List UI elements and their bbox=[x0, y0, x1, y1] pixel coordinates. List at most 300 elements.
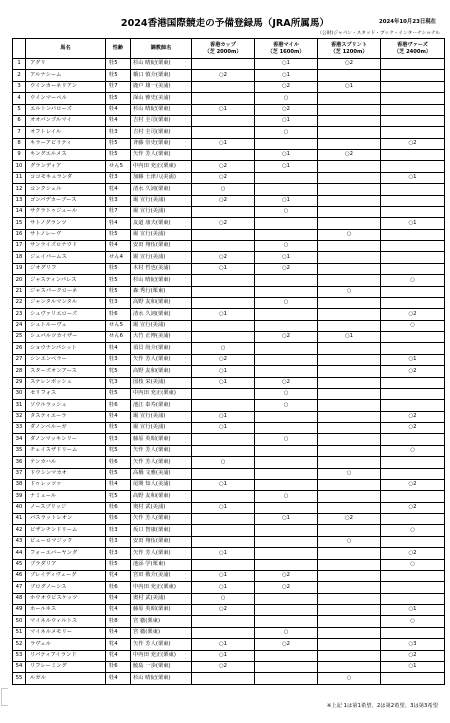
header-hk-mile-distance: （芝 1600m） bbox=[267, 48, 305, 55]
horse-name: コンクシェル bbox=[26, 184, 106, 195]
hk-vase-pref bbox=[381, 514, 445, 525]
hk-vase-pref bbox=[381, 468, 445, 479]
table-row bbox=[13, 115, 445, 126]
hk-sprint-pref bbox=[318, 263, 381, 274]
hk-vase-pref bbox=[381, 59, 445, 70]
trainer-name: 森 秀行(栗東) bbox=[131, 286, 192, 297]
hk-cup-pref: ○2 bbox=[192, 252, 255, 263]
hk-cup-pref bbox=[192, 434, 255, 445]
trainer-name: 池江 泰寿(栗東) bbox=[131, 400, 192, 411]
header-hk-sprint bbox=[318, 39, 381, 59]
horse-name: スターズオンアース bbox=[26, 366, 106, 377]
hk-mile-pref bbox=[255, 184, 318, 195]
table-row bbox=[13, 263, 445, 274]
sex-age: 牝5 bbox=[106, 491, 131, 502]
sex-age: 牡6 bbox=[106, 582, 131, 593]
hk-cup-pref: ○1 bbox=[192, 138, 255, 149]
hk-mile-pref: ○ bbox=[255, 627, 318, 638]
hk-sprint-pref bbox=[318, 161, 381, 172]
hk-mile-pref bbox=[255, 616, 318, 627]
hk-sprint-pref: ○1 bbox=[318, 332, 381, 343]
horse-name: ブレイディヴェーグ bbox=[26, 570, 106, 581]
trainer-name: 堀 宣行(美浦) bbox=[131, 411, 192, 422]
hk-sprint-pref bbox=[318, 479, 381, 490]
row-number: 52 bbox=[13, 639, 26, 650]
hk-cup-pref: ○ bbox=[192, 184, 255, 195]
hk-mile-pref bbox=[255, 172, 318, 183]
table-row bbox=[13, 434, 445, 445]
hk-cup-pref: ○2 bbox=[192, 218, 255, 229]
horse-name: セリフォス bbox=[26, 388, 106, 399]
row-number: 53 bbox=[13, 650, 26, 661]
row-number: 43 bbox=[13, 536, 26, 547]
table-row bbox=[13, 582, 445, 593]
hk-mile-pref bbox=[255, 650, 318, 661]
row-number: 8 bbox=[13, 138, 26, 149]
sex-age: 牝5 bbox=[106, 366, 131, 377]
horse-name: ウインマーベル bbox=[26, 93, 106, 104]
table-row bbox=[13, 570, 445, 581]
hk-cup-pref: ○1 bbox=[192, 650, 255, 661]
table-row bbox=[13, 184, 445, 195]
hk-cup-pref: ○2 bbox=[192, 661, 255, 672]
hk-vase-pref bbox=[381, 241, 445, 252]
hk-sprint-pref bbox=[318, 400, 381, 411]
table-row bbox=[13, 468, 445, 479]
hk-mile-pref bbox=[255, 320, 318, 331]
hk-sprint-pref: ○2 bbox=[318, 59, 381, 70]
hk-sprint-pref bbox=[318, 127, 381, 138]
trainer-name: 矢作 芳人(栗東) bbox=[131, 514, 192, 525]
row-number: 15 bbox=[13, 218, 26, 229]
row-number: 35 bbox=[13, 445, 26, 456]
hk-sprint-pref bbox=[318, 93, 381, 104]
hk-cup-pref: ○1 bbox=[192, 309, 255, 320]
hk-sprint-pref bbox=[318, 445, 381, 456]
hk-mile-pref bbox=[255, 559, 318, 570]
header-hk-vase-distance: （芝 2400m） bbox=[393, 48, 432, 55]
horse-name: ノースブリッジ bbox=[26, 502, 106, 513]
horse-name: ナミュール bbox=[26, 491, 106, 502]
horse-name: オフトレイル bbox=[26, 127, 106, 138]
trainer-name: 吉村 圭司(栗東) bbox=[131, 127, 192, 138]
table-row bbox=[13, 93, 445, 104]
hk-cup-pref: ○1 bbox=[192, 104, 255, 115]
table-row bbox=[13, 161, 445, 172]
hk-cup-pref bbox=[192, 332, 255, 343]
horse-name: ドウシンマカオ bbox=[26, 468, 106, 479]
hk-sprint-pref bbox=[318, 275, 381, 286]
hk-cup-pref: ○1 bbox=[192, 263, 255, 274]
hk-mile-pref bbox=[255, 661, 318, 672]
sex-age: せん4 bbox=[106, 252, 131, 263]
sex-age: 牡5 bbox=[106, 70, 131, 81]
hk-mile-pref: ○ bbox=[255, 434, 318, 445]
horse-name: テンカハル bbox=[26, 457, 106, 468]
hk-sprint-pref bbox=[318, 206, 381, 217]
hk-cup-pref bbox=[192, 514, 255, 525]
horse-name: シュヴァリエローズ bbox=[26, 309, 106, 320]
hk-vase-pref bbox=[381, 332, 445, 343]
table-row bbox=[13, 457, 445, 468]
hk-vase-pref: ○1 bbox=[381, 218, 445, 229]
trainer-name: 矢作 芳人(栗東) bbox=[131, 150, 192, 161]
row-number: 4 bbox=[13, 93, 26, 104]
trainer-name: 木村 哲也(美浦) bbox=[131, 263, 192, 274]
sex-age: 牡3 bbox=[106, 525, 131, 536]
hk-vase-pref bbox=[381, 252, 445, 263]
hk-cup-pref bbox=[192, 59, 255, 70]
horse-name: ココモキュランダ bbox=[26, 172, 106, 183]
hk-vase-pref: ○2 bbox=[381, 309, 445, 320]
hk-vase-pref: ○ bbox=[381, 275, 445, 286]
sex-age: 牡6 bbox=[106, 309, 131, 320]
sex-age: 牝3 bbox=[106, 377, 131, 388]
row-number: 48 bbox=[13, 593, 26, 604]
hk-sprint-pref bbox=[318, 502, 381, 513]
trainer-name: 藤原 英昭(栗東) bbox=[131, 605, 192, 616]
trainer-name: 友道 康夫(栗東) bbox=[131, 218, 192, 229]
hk-sprint-pref: ○2 bbox=[318, 150, 381, 161]
table-row bbox=[13, 639, 445, 650]
hk-cup-pref bbox=[192, 525, 255, 536]
header-hk-cup-distance: （芝 2000m） bbox=[204, 48, 242, 55]
row-number: 1 bbox=[13, 59, 26, 70]
horse-name: ステレンボッシュ bbox=[26, 377, 106, 388]
table-row bbox=[13, 593, 445, 604]
hk-cup-pref bbox=[192, 275, 255, 286]
hk-cup-pref bbox=[192, 559, 255, 570]
hk-vase-pref: ○3 bbox=[381, 639, 445, 650]
sex-age: 牡4 bbox=[106, 673, 131, 684]
sex-age: 牡6 bbox=[106, 661, 131, 672]
header-hk-mile-name: 香港マイル bbox=[273, 41, 299, 48]
hk-mile-pref: ○2 bbox=[255, 582, 318, 593]
page-title: 2024香港国際競走の予備登録馬（JRA所属馬） bbox=[120, 18, 330, 29]
horse-name: ジオグリフ bbox=[26, 263, 106, 274]
table-row bbox=[13, 650, 445, 661]
hk-sprint-pref bbox=[318, 377, 381, 388]
sex-age: 牡6 bbox=[106, 514, 131, 525]
hk-sprint-pref bbox=[318, 343, 381, 354]
hk-cup-pref bbox=[192, 400, 255, 411]
sex-age: 牡4 bbox=[106, 411, 131, 422]
hk-mile-pref: ○2 bbox=[255, 570, 318, 581]
hk-sprint-pref: ○ bbox=[318, 468, 381, 479]
table-row bbox=[13, 320, 445, 331]
hk-sprint-pref bbox=[318, 605, 381, 616]
hk-vase-pref: ○ bbox=[381, 445, 445, 456]
row-number: 41 bbox=[13, 514, 26, 525]
hk-mile-pref bbox=[255, 593, 318, 604]
row-number: 13 bbox=[13, 195, 26, 206]
hk-cup-pref bbox=[192, 81, 255, 92]
table-row bbox=[13, 479, 445, 490]
row-number: 17 bbox=[13, 241, 26, 252]
row-number: 5 bbox=[13, 104, 26, 115]
table-row bbox=[13, 514, 445, 525]
horse-name: マイネルウィルトス bbox=[26, 616, 106, 627]
hk-cup-pref bbox=[192, 536, 255, 547]
hk-mile-pref: ○2 bbox=[255, 639, 318, 650]
horse-name: ドゥレッツァ bbox=[26, 479, 106, 490]
table-row bbox=[13, 172, 445, 183]
row-number: 9 bbox=[13, 150, 26, 161]
trainer-name: 清水 久詞(栗東) bbox=[131, 184, 192, 195]
sex-age: 牡3 bbox=[106, 172, 131, 183]
hk-vase-pref bbox=[381, 297, 445, 308]
sex-age: 牡3 bbox=[106, 127, 131, 138]
hk-cup-pref: ○2 bbox=[192, 172, 255, 183]
trainer-name: 高橋 文雅(美浦) bbox=[131, 468, 192, 479]
hk-mile-pref: ○ bbox=[255, 388, 318, 399]
sex-age: 牡3 bbox=[106, 297, 131, 308]
hk-mile-pref: ○1 bbox=[255, 150, 318, 161]
sex-age: 牡4 bbox=[106, 479, 131, 490]
horse-name: ホールネス bbox=[26, 605, 106, 616]
trainer-name: 奥村 武(美浦) bbox=[131, 502, 192, 513]
row-number: 47 bbox=[13, 582, 26, 593]
trainer-name: 堀 宣行(美浦) bbox=[131, 195, 192, 206]
header-hk-sprint-distance: （芝 1200m） bbox=[330, 48, 368, 55]
horse-name: エルトンバローズ bbox=[26, 104, 106, 115]
table-row bbox=[13, 241, 445, 252]
horse-name: シンエンペラー bbox=[26, 354, 106, 365]
hk-cup-pref: ○1 bbox=[192, 423, 255, 434]
table-row bbox=[13, 70, 445, 81]
hk-mile-pref bbox=[255, 673, 318, 684]
row-number: 42 bbox=[13, 525, 26, 536]
table-row bbox=[13, 81, 445, 92]
hk-cup-pref bbox=[192, 627, 255, 638]
horse-name: ジャンタルマンタル bbox=[26, 297, 106, 308]
hk-vase-pref bbox=[381, 673, 445, 684]
sex-age: せん5 bbox=[106, 161, 131, 172]
hk-sprint-pref bbox=[318, 241, 381, 252]
hk-vase-pref bbox=[381, 536, 445, 547]
row-number: 6 bbox=[13, 115, 26, 126]
hk-cup-pref: ○2 bbox=[192, 161, 255, 172]
trainer-name: 中内田 充正(栗東) bbox=[131, 161, 192, 172]
hk-sprint-pref: ○1 bbox=[318, 81, 381, 92]
hk-vase-pref bbox=[381, 627, 445, 638]
hk-mile-pref bbox=[255, 138, 318, 149]
row-number: 3 bbox=[13, 81, 26, 92]
table-row bbox=[13, 354, 445, 365]
hk-mile-pref bbox=[255, 354, 318, 365]
trainer-name: 高野 友和(栗東) bbox=[131, 366, 192, 377]
hk-vase-pref bbox=[381, 286, 445, 297]
header-hk-vase-name: 香港ヴァーズ bbox=[397, 41, 428, 48]
row-number: 37 bbox=[13, 468, 26, 479]
hk-cup-pref: ○ bbox=[192, 457, 255, 468]
registration-table bbox=[12, 38, 445, 685]
table-row bbox=[13, 150, 445, 161]
hk-cup-pref: ○1 bbox=[192, 479, 255, 490]
horse-name: シュトルーヴェ bbox=[26, 320, 106, 331]
sex-age: 牡6 bbox=[106, 457, 131, 468]
sex-age: 牡5 bbox=[106, 138, 131, 149]
row-number: 30 bbox=[13, 388, 26, 399]
hk-sprint-pref bbox=[318, 195, 381, 206]
horse-name: リバティアイランド bbox=[26, 650, 106, 661]
hk-mile-pref: ○2 bbox=[255, 81, 318, 92]
hk-vase-pref: ○1 bbox=[381, 605, 445, 616]
sex-age: 牡5 bbox=[106, 468, 131, 479]
trainer-name: 高野 友和(栗東) bbox=[131, 297, 192, 308]
table-row bbox=[13, 366, 445, 377]
row-number: 12 bbox=[13, 184, 26, 195]
table-row bbox=[13, 377, 445, 388]
sex-age: 牡4 bbox=[106, 115, 131, 126]
hk-vase-pref: ○1 bbox=[381, 661, 445, 672]
sex-age: 牡5 bbox=[106, 59, 131, 70]
row-number: 40 bbox=[13, 502, 26, 513]
hk-vase-pref: ○ bbox=[381, 616, 445, 627]
hk-vase-pref: ○1 bbox=[381, 354, 445, 365]
hk-mile-pref bbox=[255, 423, 318, 434]
hk-vase-pref bbox=[381, 457, 445, 468]
row-number: 21 bbox=[13, 286, 26, 297]
hk-cup-pref: ○1 bbox=[192, 639, 255, 650]
horse-name: アグリ bbox=[26, 59, 106, 70]
table-row bbox=[13, 491, 445, 502]
hk-mile-pref bbox=[255, 468, 318, 479]
sex-age: 牡4 bbox=[106, 627, 131, 638]
sex-age: 牝5 bbox=[106, 445, 131, 456]
hk-cup-pref: ○1 bbox=[192, 411, 255, 422]
hk-cup-pref: ○2 bbox=[192, 195, 255, 206]
row-number: 54 bbox=[13, 661, 26, 672]
header-sex-age: 性齢 bbox=[106, 39, 131, 59]
trainer-name: 矢作 芳人(栗東) bbox=[131, 639, 192, 650]
horse-name: ソウルラッシュ bbox=[26, 400, 106, 411]
table-row bbox=[13, 59, 445, 70]
table-row bbox=[13, 661, 445, 672]
row-number: 19 bbox=[13, 263, 26, 274]
hk-vase-pref bbox=[381, 400, 445, 411]
footnote: ※上記 1は第1希望、2は第2希望、3は第3希望 bbox=[326, 703, 438, 709]
horse-name: リフレーミング bbox=[26, 661, 106, 672]
table-row bbox=[13, 229, 445, 240]
hk-mile-pref: ○1 bbox=[255, 115, 318, 126]
trainer-name: 堀 宣行(美浦) bbox=[131, 252, 192, 263]
sex-age: 牡3 bbox=[106, 195, 131, 206]
hk-cup-pref bbox=[192, 468, 255, 479]
hk-vase-pref bbox=[381, 184, 445, 195]
hk-cup-pref: ○2 bbox=[192, 70, 255, 81]
horse-name: ビューロマジック bbox=[26, 536, 106, 547]
hk-mile-pref bbox=[255, 605, 318, 616]
table-row bbox=[13, 275, 445, 286]
hk-mile-pref bbox=[255, 229, 318, 240]
hk-sprint-pref bbox=[318, 115, 381, 126]
trainer-name: 矢作 芳人(栗東) bbox=[131, 548, 192, 559]
hk-cup-pref bbox=[192, 297, 255, 308]
sex-age: せん5 bbox=[106, 320, 131, 331]
hk-sprint-pref bbox=[318, 104, 381, 115]
horse-name: タスティエーラ bbox=[26, 411, 106, 422]
hk-vase-pref bbox=[381, 593, 445, 604]
hk-sprint-pref bbox=[318, 627, 381, 638]
hk-mile-pref bbox=[255, 536, 318, 547]
trainer-name: 奥村 武(美浦) bbox=[131, 593, 192, 604]
hk-vase-pref: ○2 bbox=[381, 502, 445, 513]
header-hk-sprint-name: 香港スプリント bbox=[330, 41, 368, 48]
trainer-name: 鹿戸 雄一(美浦) bbox=[131, 81, 192, 92]
sex-age: 牡4 bbox=[106, 218, 131, 229]
table-row bbox=[13, 297, 445, 308]
hk-sprint-pref bbox=[318, 411, 381, 422]
hk-cup-pref bbox=[192, 93, 255, 104]
row-number: 2 bbox=[13, 70, 26, 81]
horse-name: グランディア bbox=[26, 161, 106, 172]
row-number: 32 bbox=[13, 411, 26, 422]
hk-vase-pref bbox=[381, 161, 445, 172]
row-number: 25 bbox=[13, 332, 26, 343]
row-number: 50 bbox=[13, 616, 26, 627]
hk-cup-pref: ○1 bbox=[192, 366, 255, 377]
date-note: 2024年10月23日現在 bbox=[379, 19, 436, 25]
horse-name: ラヴェル bbox=[26, 639, 106, 650]
row-number: 34 bbox=[13, 434, 26, 445]
horse-name: ジェイパームス bbox=[26, 252, 106, 263]
row-number: 7 bbox=[13, 127, 26, 138]
table-row bbox=[13, 548, 445, 559]
horse-name: フォーエバーヤング bbox=[26, 548, 106, 559]
hk-sprint-pref bbox=[318, 309, 381, 320]
row-number: 10 bbox=[13, 161, 26, 172]
hk-sprint-pref bbox=[318, 252, 381, 263]
row-number: 38 bbox=[13, 479, 26, 490]
sex-age: 牡4 bbox=[106, 593, 131, 604]
hk-cup-pref: ○1 bbox=[192, 582, 255, 593]
row-number: 33 bbox=[13, 423, 26, 434]
sex-age: 牡4 bbox=[106, 343, 131, 354]
hk-vase-pref: ○2 bbox=[381, 548, 445, 559]
hk-mile-pref bbox=[255, 343, 318, 354]
hk-vase-pref bbox=[381, 93, 445, 104]
row-number: 55 bbox=[13, 673, 26, 684]
row-number: 24 bbox=[13, 320, 26, 331]
sex-age: 牡6 bbox=[106, 502, 131, 513]
sex-age: 牡5 bbox=[106, 93, 131, 104]
hk-mile-pref: ○2 bbox=[255, 104, 318, 115]
hk-vase-pref: ○2 bbox=[381, 366, 445, 377]
hk-mile-pref: ○ bbox=[255, 241, 318, 252]
row-number: 44 bbox=[13, 548, 26, 559]
hk-mile-pref bbox=[255, 548, 318, 559]
trainer-name: 大竹 正博(美浦) bbox=[131, 332, 192, 343]
hk-cup-pref bbox=[192, 241, 255, 252]
hk-sprint-pref bbox=[318, 434, 381, 445]
table-row bbox=[13, 252, 445, 263]
hk-mile-pref bbox=[255, 275, 318, 286]
horse-name: ショウナンパシット bbox=[26, 343, 106, 354]
header-hk-vase bbox=[381, 39, 445, 59]
trainer-name: 斉藤 崇史(栗東) bbox=[131, 138, 192, 149]
hk-sprint-pref bbox=[318, 70, 381, 81]
sex-age: 牡5 bbox=[106, 263, 131, 274]
trainer-name: 矢作 芳人(栗東) bbox=[131, 457, 192, 468]
horse-name: ゴンバデカーブース bbox=[26, 195, 106, 206]
hk-vase-pref: ○ bbox=[381, 525, 445, 536]
horse-name: サンライズロナウド bbox=[26, 241, 106, 252]
horse-name: サトノレーヴ bbox=[26, 229, 106, 240]
hk-cup-pref: ○ bbox=[192, 593, 255, 604]
row-number: 28 bbox=[13, 366, 26, 377]
hk-sprint-pref: ○2 bbox=[318, 514, 381, 525]
